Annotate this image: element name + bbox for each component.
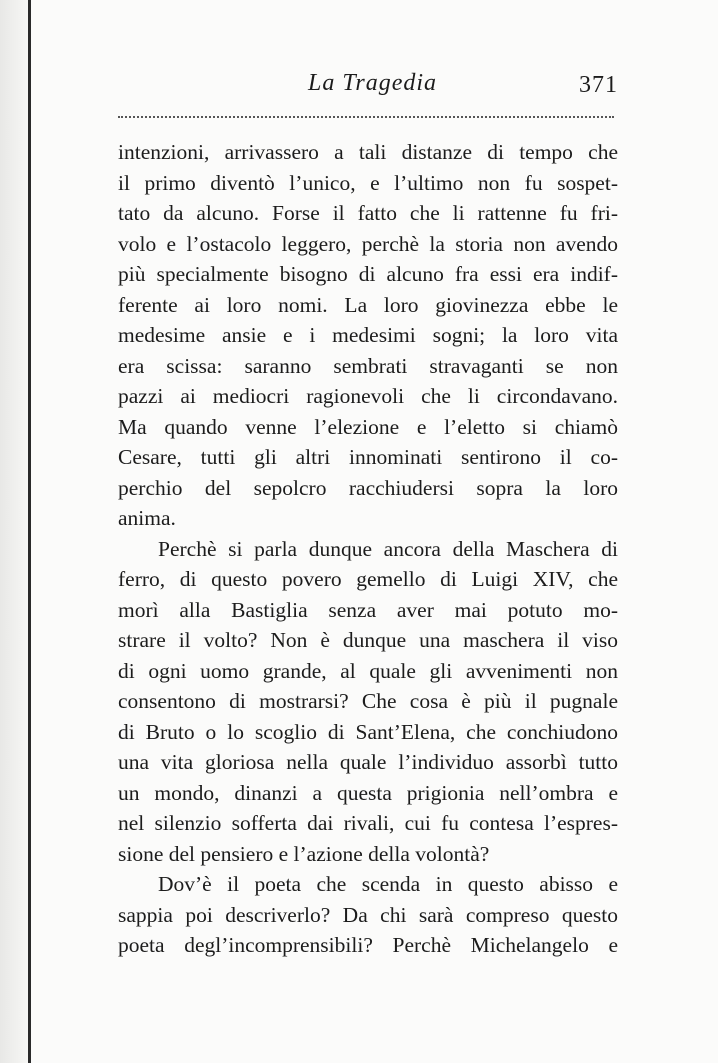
binding-edge <box>28 0 31 1063</box>
text-line: di ogni uomo grande, al quale gli avvenimenti non <box>118 658 618 683</box>
text-line: il primo diventò l’unico, e l’ultimo non fu sospet- <box>118 170 618 195</box>
text-line: una vita gloriosa nella quale l’individuo assorbì tutto <box>118 750 618 774</box>
text-line: tato da alcuno. Forse il fatto che li rattenne fu fri- <box>118 201 618 225</box>
page-number: 371 <box>579 72 618 98</box>
text-line: intenzioni, arrivassero a tali distanze di tempo che <box>118 140 618 164</box>
text-line: nel silenzio sofferta dai rivali, cui fu contesa l’espres- <box>118 811 618 835</box>
running-head-title: La Tragedia <box>308 70 438 96</box>
running-head <box>118 64 618 104</box>
binding-shadow <box>0 0 28 1063</box>
text-line: perchio del sepolcro racchiudersi sopra la loro <box>118 475 618 500</box>
text-line: morì alla Bastiglia senza aver mai potuto mo- <box>118 597 618 622</box>
text-line: più specialmente bisogno di alcuno fra essi era indif- <box>118 262 618 286</box>
header-divider <box>118 116 614 118</box>
text-line: consentono di mostrarsi? Che cosa è più il pugnale <box>118 689 618 713</box>
text-line: anima. <box>118 506 176 530</box>
body-text <box>118 137 618 961</box>
text-line: un mondo, dinanzi a questa prigionia nell’ombra e <box>118 780 618 805</box>
text-line: era scissa: saranno sembrati stravaganti se non <box>118 353 618 378</box>
text-line: sappia poi descriverlo? Da chi sarà compreso questo <box>118 902 618 927</box>
text-line: Ma quando venne l’elezione e l’eletto si chiamò <box>118 414 618 439</box>
text-line: Perchè si parla dunque ancora della Maschera di <box>158 536 618 561</box>
text-line: pazzi ai mediocri ragionevoli che li circondavano. <box>118 384 618 408</box>
text-line: di Bruto o lo scoglio di Sant’Elena, che conchiudono <box>118 719 618 744</box>
text-line: Dov’è il poeta che scenda in questo abisso e <box>158 872 618 896</box>
text-line: medesime ansie e i medesimi sogni; la loro vita <box>118 323 618 347</box>
text-line: ferro, di questo povero gemello di Luigi XIV, che <box>118 567 618 591</box>
text-line: sione del pensiero e l’azione della volontà? <box>118 841 490 866</box>
text-line: poeta degl’incomprensibili? Perchè Michelangelo e <box>118 933 618 957</box>
text-line: ferente ai loro nomi. La loro giovinezza ebbe le <box>118 292 618 317</box>
text-line: volo e l’ostacolo leggero, perchè la storia non avendo <box>118 231 618 256</box>
text-line: Cesare, tutti gli altri innominati sentirono il co- <box>118 445 618 469</box>
text-line: strare il volto? Non è dunque una maschera il viso <box>118 628 618 652</box>
